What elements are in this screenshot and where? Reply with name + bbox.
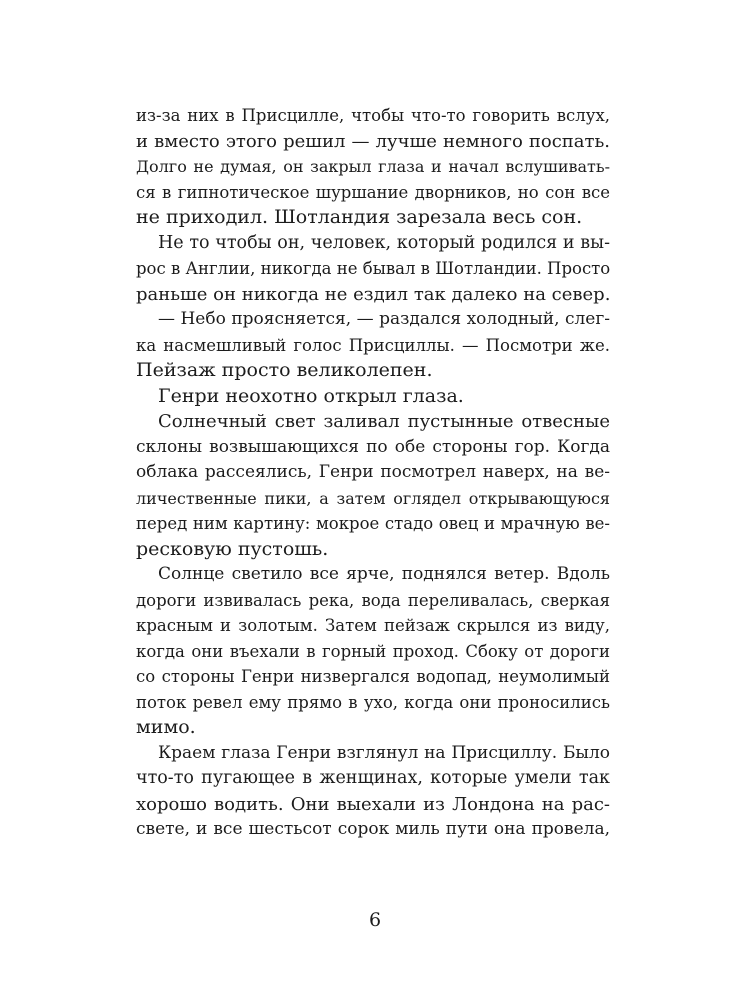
text-line: ресковую пустошь. xyxy=(136,537,329,560)
paragraph-first-line: Солнце светило все ярче, поднялся ветер. Вдоль xyxy=(158,564,610,584)
text-line: мимо. xyxy=(136,716,196,738)
text-line: рос в Англии, никогда не бывал в Шотландии. Просто xyxy=(136,259,611,278)
text-line: личественные пики, а затем оглядел открывающуюся xyxy=(136,488,610,508)
text-line: раньше он никогда не ездил так далеко на север. xyxy=(136,283,611,305)
text-line: склоны возвышающихся по обе стороны гор. Когда xyxy=(136,436,610,457)
body-text xyxy=(136,103,610,843)
paragraph-first-line: Краем глаза Генри взглянул на Присциллу. Было xyxy=(158,742,610,763)
text-line: дороги извивалась река, вода переливалась, сверкая xyxy=(136,590,610,610)
text-line: ка насмешливый голос Присциллы. — Посмотри же. xyxy=(136,335,610,355)
paragraph-first-line: — Небо проясняется, — раздался холодный, слег- xyxy=(158,309,610,329)
text-line: когда они въехали в горный проход. Сбоку от дороги xyxy=(136,641,610,661)
text-line: со стороны Генри низвергался водопад, неумолимый xyxy=(136,667,610,686)
text-line: хорошо водить. Они выехали из Лондона на рас- xyxy=(136,793,610,815)
text-line: Пейзаж просто великолепен. xyxy=(136,359,433,381)
text-line: свете, и все шестьсот сорок миль пути она провела, xyxy=(136,819,610,839)
text-line: ся в гипнотическое шуршание дворников, но сон все xyxy=(136,182,610,202)
text-line: облака рассеялись, Генри посмотрел наверх, на ве- xyxy=(136,462,610,482)
text-line: перед ним картину: мокрое стадо овец и мрачную ве- xyxy=(136,514,610,533)
paragraph-first-line: Генри неохотно открыл глаза. xyxy=(158,384,464,407)
text-line: не приходил. Шотландия зарезала весь сон. xyxy=(136,206,583,228)
text-line: красным и золотым. Затем пейзаж скрылся из виду, xyxy=(136,616,610,635)
page-number: 6 xyxy=(368,909,382,931)
paragraph-first-line: Солнечный свет заливал пустынные отвесные xyxy=(158,411,610,432)
text-line: поток ревел ему прямо в ухо, когда они проносились xyxy=(136,692,610,712)
paragraph-first-line: Не то чтобы он, человек, который родился и вы- xyxy=(158,232,610,253)
text-line: из-за них в Присцилле, чтобы что-то говорить вслух, xyxy=(136,106,610,125)
text-line: и вместо этого решил — лучше немного поспать. xyxy=(136,130,610,152)
text-line: что-то пугающее в женщинах, которые умели так xyxy=(136,768,610,788)
text-line: Долго не думая, он закрыл глаза и начал вслушивать- xyxy=(136,157,610,176)
